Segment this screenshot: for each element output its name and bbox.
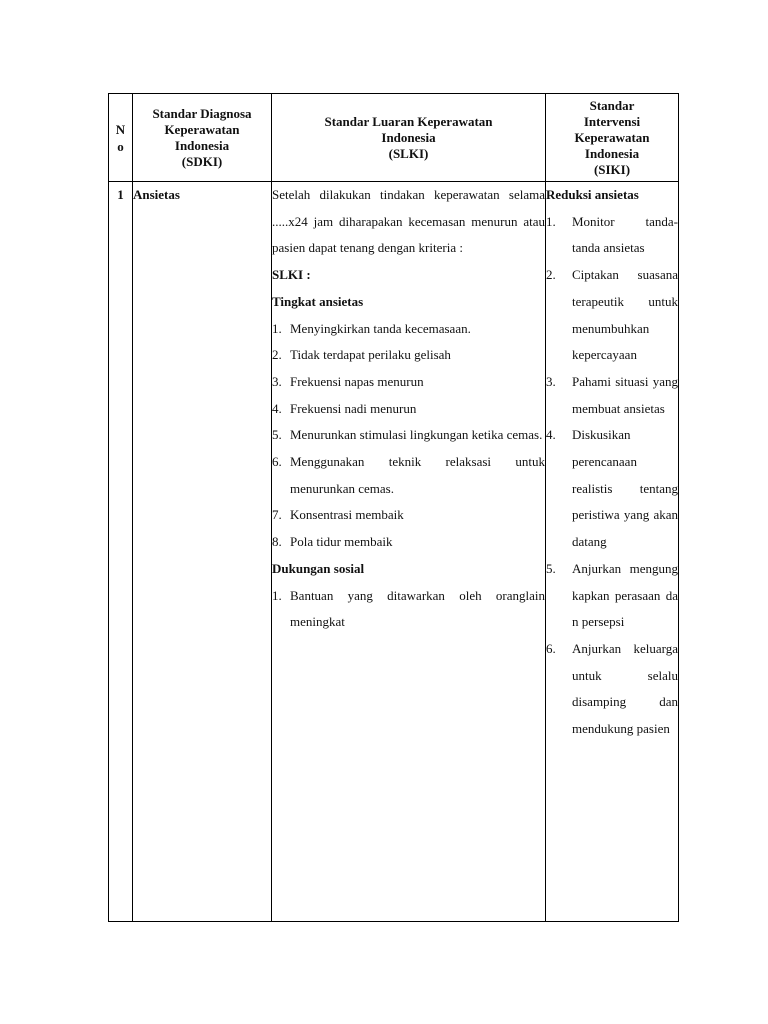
header-sdki (133, 94, 272, 182)
header-siki-line: Keperawatan (574, 129, 650, 145)
section-title-tingkat-ansietas: Tingkat ansietas (272, 293, 364, 309)
header-no-line1: N (115, 121, 126, 137)
list-item (272, 502, 545, 529)
section-title-dukungan-sosial: Dukungan sosial (272, 560, 365, 576)
table-row (109, 182, 679, 922)
header-siki-line: (SIKI) (593, 161, 631, 177)
header-slki-line: (SLKI) (388, 145, 429, 161)
list-item-text: Bantuan yang ditawarkan oleh oranglain meningkat (290, 587, 545, 630)
list-item-text: Menggunakan teknik relaksasi untuk menurunkan cemas. (290, 454, 545, 496)
list-item-number: 5. (546, 560, 556, 576)
list-item-number: 1. (272, 320, 282, 336)
header-siki-line: Standar (589, 97, 635, 113)
list-item (272, 449, 545, 502)
list-item-number: 5. (272, 427, 282, 443)
list-item-text: Ciptakan suasana terapeutik untuk menumbuhkan kepercayaan (572, 267, 678, 363)
header-siki-line: Indonesia (584, 145, 640, 161)
header-sdki-line: Standar Diagnosa (152, 105, 252, 121)
list-item (546, 556, 678, 636)
list-item-text: Menyingkirkan tanda kecemasaan. (290, 320, 471, 336)
list-item (546, 422, 678, 556)
header-sdki-line: (SDKI) (181, 153, 223, 169)
list-item-number: 1. (272, 587, 282, 603)
slki-label: SLKI : (272, 267, 311, 283)
header-sdki-line: Keperawatan (164, 121, 240, 137)
list-item-number: 2. (272, 347, 282, 363)
list-item-text: Frekuensi napas menurun (290, 373, 424, 389)
list-item (272, 369, 545, 396)
list-item (272, 422, 545, 449)
header-siki-line: Intervensi (583, 113, 641, 129)
list-item (272, 396, 545, 423)
diagnosis-cell: Ansietas (133, 182, 272, 922)
list-item-text: Tidak terdapat perilaku gelisah (290, 347, 451, 363)
list-item-number: 1. (546, 213, 556, 229)
intervention-title: Reduksi ansietas (546, 187, 639, 202)
header-no (109, 94, 133, 182)
list-item-text: Anjurkan keluarga untuk selalu disamping dan mendukung pasien (572, 640, 678, 737)
list-item-number: 7. (272, 507, 282, 523)
list-item-number: 2. (546, 267, 556, 283)
list-item (546, 209, 678, 262)
list-item-number: 8. (272, 534, 282, 550)
list-item-text: Frekuensi nadi menurun (290, 400, 417, 416)
list-item (272, 529, 545, 556)
list-item (546, 636, 678, 743)
list-item-text: Konsentrasi membaik (290, 507, 404, 523)
list-item (272, 583, 545, 636)
list-item-number: 4. (546, 427, 556, 443)
header-slki (272, 94, 546, 182)
intervention-list (546, 209, 678, 743)
list-item (272, 342, 545, 369)
table-header-row (109, 94, 679, 182)
dukungan-sosial-list (272, 583, 545, 636)
list-item (546, 369, 678, 422)
list-item-number: 6. (546, 640, 556, 656)
list-item-number: 6. (272, 454, 282, 470)
list-item-number: 4. (272, 400, 282, 416)
nursing-care-plan-table (108, 93, 679, 922)
list-item-text: Anjurkan mengungkapkan perasaan dan persepsi (572, 560, 678, 630)
list-item-number: 3. (546, 373, 556, 389)
tingkat-ansietas-list (272, 316, 545, 556)
list-item-text: Pahami situasi yang membuat ansietas (572, 373, 678, 416)
list-item-number: 3. (272, 373, 282, 389)
row-number: 1 (109, 182, 133, 922)
list-item-text: Monitor tanda-tanda ansietas (572, 213, 678, 256)
list-item (272, 316, 545, 343)
outcome-cell (272, 182, 546, 922)
list-item-text: Diskusikan perencanaan realistis tentang peristiwa yang akan datang (572, 427, 678, 550)
intervention-cell (546, 182, 679, 922)
header-slki-line: Indonesia (381, 129, 436, 145)
list-item-text: Pola tidur membaik (290, 534, 393, 550)
list-item-text: Menurunkan stimulasi lingkungan ketika cemas. (290, 427, 543, 443)
header-siki (546, 94, 679, 182)
header-no-line2: o (117, 138, 124, 154)
header-sdki-line: Indonesia (174, 137, 230, 153)
header-slki-line: Standar Luaran Keperawatan (324, 113, 493, 129)
outcome-intro: Setelah dilakukan tindakan keperawatan selama .....x24 jam diharapakan kecemasan menurun atau pasien dapat tenang dengan kriteria : (272, 187, 545, 256)
list-item (546, 262, 678, 369)
